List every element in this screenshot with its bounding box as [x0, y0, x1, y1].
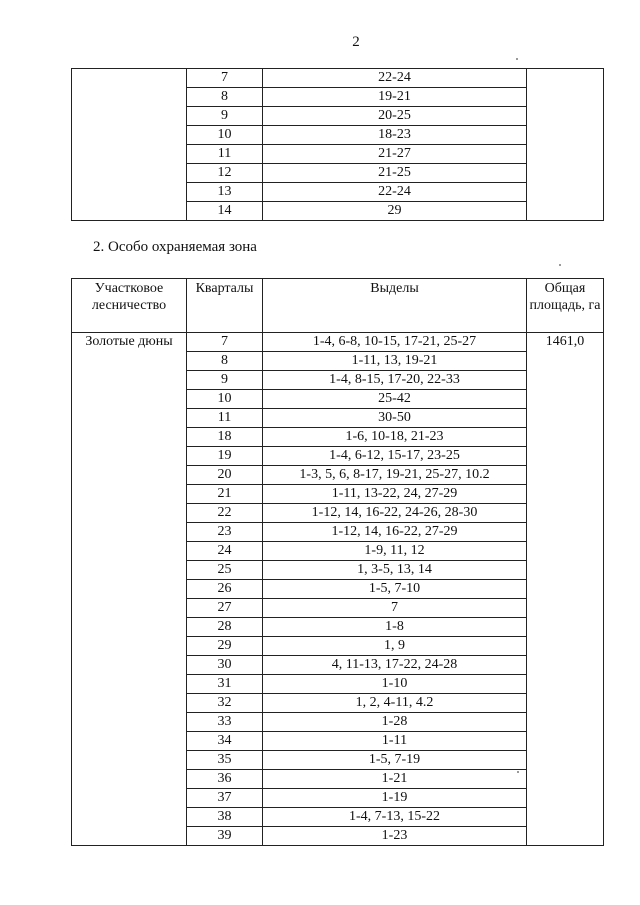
kvartal-cell: 20: [187, 466, 263, 485]
vydely-cell: 18-23: [263, 126, 527, 145]
vydely-cell: 1-19: [263, 789, 527, 808]
vydely-cell: 1, 3-5, 13, 14: [263, 561, 527, 580]
vydely-cell: 1-9, 11, 12: [263, 542, 527, 561]
kvartal-cell: 7: [187, 333, 263, 352]
vydely-cell: 1-4, 8-15, 17-20, 22-33: [263, 371, 527, 390]
header-vydely: Выделы: [263, 279, 527, 333]
kvartal-cell: 39: [187, 827, 263, 846]
kvartal-cell: 9: [187, 371, 263, 390]
protected-zone-table: [71, 278, 604, 846]
kvartal-cell: 32: [187, 694, 263, 713]
kvartal-cell: 22: [187, 504, 263, 523]
vydely-cell: 19-21: [263, 88, 527, 107]
header-forestry: Участковое лесничество: [72, 279, 187, 333]
vydely-cell: 30-50: [263, 409, 527, 428]
vydely-cell: 1-12, 14, 16-22, 24-26, 28-30: [263, 504, 527, 523]
kvartal-cell: 37: [187, 789, 263, 808]
kvartal-cell: 18: [187, 428, 263, 447]
vydely-cell: 20-25: [263, 107, 527, 126]
kvartal-cell: 11: [187, 409, 263, 428]
section-heading: 2. Особо охраняемая зона: [93, 239, 257, 255]
kvartal-cell: 9: [187, 107, 263, 126]
kvartal-cell: 33: [187, 713, 263, 732]
kvartal-cell: 29: [187, 637, 263, 656]
vydely-cell: 1-11, 13-22, 24, 27-29: [263, 485, 527, 504]
kvartal-cell: 30: [187, 656, 263, 675]
kvartal-cell: 23: [187, 523, 263, 542]
kvartal-cell: 28: [187, 618, 263, 637]
vydely-cell: 1-5, 7-10: [263, 580, 527, 599]
vydely-cell: 1-8: [263, 618, 527, 637]
kvartal-cell: 27: [187, 599, 263, 618]
vydely-cell: 1-12, 14, 16-22, 27-29: [263, 523, 527, 542]
vydely-cell: 21-25: [263, 164, 527, 183]
kvartal-cell: 24: [187, 542, 263, 561]
kvartal-cell: 14: [187, 202, 263, 221]
vydely-cell: 1-10: [263, 675, 527, 694]
vydely-cell: 1-21: [263, 770, 527, 789]
kvartal-cell: 10: [187, 126, 263, 145]
kvartal-cell: 12: [187, 164, 263, 183]
header-row: [72, 279, 604, 333]
header-kvartaly: Кварталы: [187, 279, 263, 333]
vydely-cell: 1-4, 7-13, 15-22: [263, 808, 527, 827]
kvartal-cell: 35: [187, 751, 263, 770]
kvartal-cell: 34: [187, 732, 263, 751]
vydely-cell: 1-6, 10-18, 21-23: [263, 428, 527, 447]
vydely-cell: 1-4, 6-8, 10-15, 17-21, 25-27: [263, 333, 527, 352]
kvartal-cell: 21: [187, 485, 263, 504]
table-row: [72, 69, 604, 88]
kvartal-cell: 25: [187, 561, 263, 580]
kvartal-cell: 26: [187, 580, 263, 599]
header-area: Общая площадь, га: [527, 279, 604, 333]
vydely-cell: 25-42: [263, 390, 527, 409]
kvartal-cell: 7: [187, 69, 263, 88]
vydely-cell: 22-24: [263, 183, 527, 202]
scan-speck: [517, 771, 519, 773]
kvartal-cell: 11: [187, 145, 263, 164]
vydely-cell: 7: [263, 599, 527, 618]
kvartal-cell: 38: [187, 808, 263, 827]
kvartal-cell: 36: [187, 770, 263, 789]
vydely-cell: 1-4, 6-12, 15-17, 23-25: [263, 447, 527, 466]
scan-speck: [516, 58, 518, 60]
kvartal-cell: 19: [187, 447, 263, 466]
vydely-cell: 1-11: [263, 732, 527, 751]
kvartal-cell: 13: [187, 183, 263, 202]
kvartal-cell: 8: [187, 352, 263, 371]
vydely-cell: 4, 11-13, 17-22, 24-28: [263, 656, 527, 675]
table-row: [72, 333, 604, 352]
vydely-cell: 1, 9: [263, 637, 527, 656]
vydely-cell: 1-28: [263, 713, 527, 732]
vydely-cell: 1-5, 7-19: [263, 751, 527, 770]
page-number: 2: [352, 34, 360, 50]
continued-table-body: [72, 69, 604, 221]
kvartal-cell: 31: [187, 675, 263, 694]
area-cell-empty: [527, 69, 604, 221]
vydely-cell: 1, 2, 4-11, 4.2: [263, 694, 527, 713]
kvartal-cell: 8: [187, 88, 263, 107]
vydely-cell: 1-11, 13, 19-21: [263, 352, 527, 371]
forestry-name-cell: Золотые дюны: [72, 333, 187, 846]
forestry-cell-empty: [72, 69, 187, 221]
vydely-cell: 22-24: [263, 69, 527, 88]
kvartal-cell: 10: [187, 390, 263, 409]
continued-table: [71, 68, 604, 221]
total-area-cell: 1461,0: [527, 333, 604, 846]
vydely-cell: 1-3, 5, 6, 8-17, 19-21, 25-27, 10.2: [263, 466, 527, 485]
vydely-cell: 1-23: [263, 827, 527, 846]
vydely-cell: 21-27: [263, 145, 527, 164]
vydely-cell: 29: [263, 202, 527, 221]
protected-zone-table-body: [72, 279, 604, 846]
scan-speck: [559, 264, 561, 266]
